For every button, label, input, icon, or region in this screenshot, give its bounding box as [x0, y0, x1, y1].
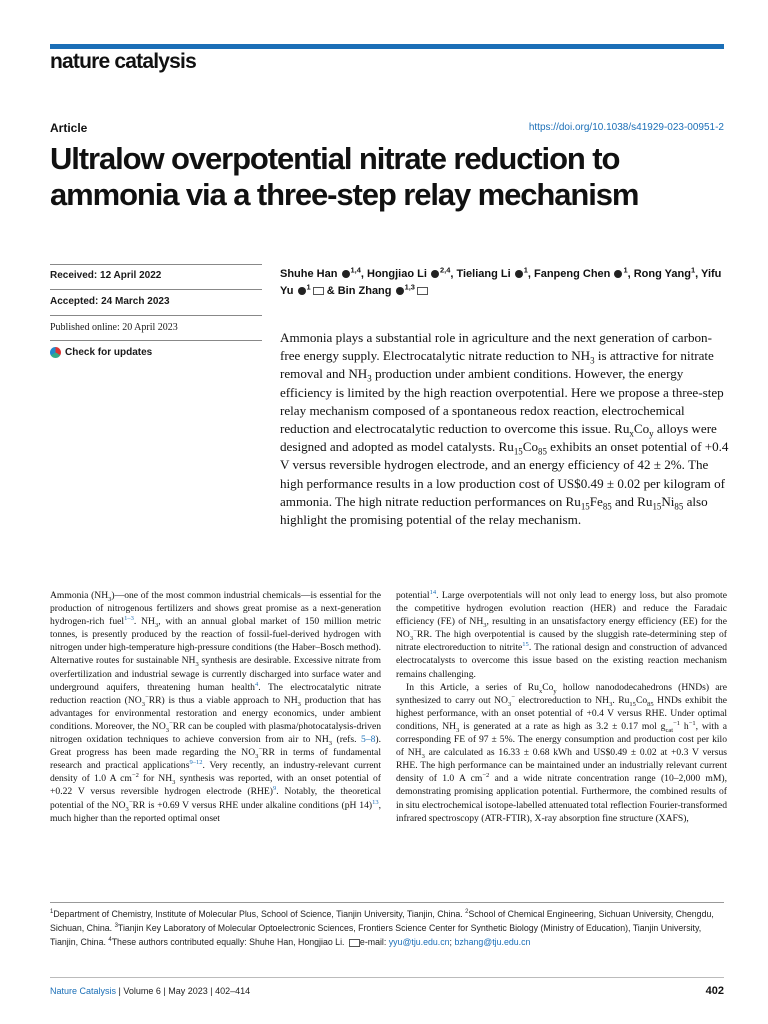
orcid-icon[interactable] — [431, 270, 439, 278]
received-date: Received: 12 April 2022 — [50, 270, 162, 281]
orcid-icon[interactable] — [515, 270, 523, 278]
header-accent-bar — [50, 44, 724, 49]
body-paragraph: Ammonia $(NH_3)—one$ of the most common industrial chemicals—is essential for the production of nitrogenous fertilizers and shows great promise as a next-generation hydrogen-rich fuel$^{1-3}$. $NH_3$, with an annual global market of 150 million metric tonnes, is presently produced by the reaction of fossil-fuel-derived hydrogen with nitrogen under high-temperature high-pressure conditions (the Haber–Bosch method). Alternative routes for sustainable $NH_3$ synthesis are desirable. Excessive nitrate from overfertilization and industrial sewage is currently discharged into surface water and underground aquifers, threatening human health$^4$. The electrocatalytic nitrate reduction reaction $(NO_3^-RR)$ is thus a viable approach to $NH_3$ production that has advantages for environmental restoration and energy economics, under ambient conditions. Moreover, the $NO_3^-RR$ can be coupled with plasma/photocatalysis-driven nitrogen oxidation techniques to achieve conversion from air to $NH_3$ (refs. 5–8). Great progress has been made regarding the $NO_3^-RR$ in terms of fundamental research and practical applications$^{9-12}$. Very recently, an industry-relevant current density of 1.0 A $cm^{-2}$ for $NH_3$ synthesis was reported, with an onset potential of +0.22 V versus reversible hydrogen electrode (RHE)$^9$. Notably, the theoretical potential of the $NO_3^-RR$ is +0.69 V versus RHE under alkaline conditions (pH 14)$^{13}$, much higher than the reported optimal onset — [50, 590, 382, 824]
footer-divider — [50, 977, 724, 978]
footnote-divider — [50, 902, 724, 903]
body-column-left — [50, 589, 381, 825]
page-number: 402 — [705, 985, 724, 997]
divider — [50, 340, 262, 341]
article-type: Article — [50, 121, 88, 135]
abstract: Ammonia plays a substantial role in agriculture and the next generation of carbon-free energy supply. Electrocatalytic nitrate reduction to $NH_3$ is attractive for nitrate removal and $NH_3$ production under ambient conditions. However, the energy efficiency is limited by the high reaction overpotential. Here we propose a three-step relay mechanism composed of a spontaneous redox reaction, electrochemical reduction and electrocatalytic reduction to overcome this issue. $Ru_xCo_y$ alloys were designed and adopted as model catalysts. $Ru_{15}Co_{85}$ exhibits an onset potential of +0.4 V versus reversible hydrogen electrode, and an energy efficiency of 42 ± 2%. The high performance results in a low production cost of US$0.49 ± 0.02 per kilogram of ammonia. The high nitrate reduction performances on $Ru_{15}Fe_{85}$ and $Ru_{15}Ni_{85}$ also highlight the promising potential of the relay mechanism. — [280, 330, 729, 528]
orcid-icon[interactable] — [614, 270, 622, 278]
mail-icon — [349, 939, 360, 947]
divider — [50, 289, 262, 290]
journal-logo[interactable]: nature catalysis — [50, 50, 196, 73]
orcid-icon[interactable] — [396, 287, 404, 295]
author-list: Shuhe Han $^{1,4}$, Hongjiao Li $^{2,4}$, Tieliang Li $^1$, Fanpeng Chen $^1$, Rong Yang$^1$, Yifu Yu $^1$ & Bin Zhang $^{1,3}$ — [280, 265, 722, 297]
mail-icon[interactable] — [417, 287, 428, 295]
affiliations-footnote: $^1$Department of Chemistry, Institute of Molecular Plus, School of Science, Tianjin University, Tianjin, China. $^2$School of Chemical Engineering, Sichuan University, Chengdu, Sichuan, China. $^3$Tianjin Key Laboratory of Molecular Optoelectronic Sciences, Frontiers Science Center for Synthetic Biology (Ministry of Education), Tianjin University, Tianjin, China. $^4$These authors contributed equally: Shuhe Han, Hongjiao Li. e-mail: yyu@tju.edu.cn; bzhang@tju.edu.cn — [50, 909, 714, 947]
divider — [50, 264, 262, 265]
check-updates-icon — [50, 347, 61, 358]
check-for-updates-button[interactable] — [50, 347, 262, 358]
mail-icon[interactable] — [313, 287, 324, 295]
footer-citation — [50, 986, 250, 996]
body-paragraph: potential$^{14}$. Large overpotentials will not only lead to energy loss, but also promote the competitive hydrogen evolution reaction (HER) and reduce the Faradaic efficiency (FE) of $NH_3$, resulting in an unsatisfactory energy efficiency (EE) for the $NO_3^-RR$. The high overpotential is caused by the sluggish rate-determining step of nitrate electroreduction to nitrite$^{15}$. The rational design and construction of advanced electrocatalysts to overcome this issue based on the existing reaction mechanism remains challenging. — [396, 588, 727, 680]
orcid-icon[interactable] — [342, 270, 350, 278]
body-paragraph: In this Article, a series of $Ru_xCo_y$ hollow nanododecahedrons (HNDs) are synthesized to carry out $NO_3^-$ electroreduction to $NH_3$. $Ru_{15}Co_{85}$ HNDs exhibit the highest performance, with an onset potential of +0.4 V versus RHE. Under optimal conditions, $NH_3$ is generated at a rate as high as 3.2 ± 0.17 mol $g_{cat}^{-1}$ $h^{-1}$, with a corresponding FE of 97 ± 5%. The energy consumption and production cost per kilo of $NH_3$ are calculated as 16.33 ± 0.68 kWh and US$0.49 ± 0.02 at +0.3 V versus RHE. The high performance can be maintained under an industrially relevant current density of 1.0 A $cm^{-2}$ and a wide nitrate concentration range (10–2,000 mM), demonstrating promising application potential. Furthermore, the combined results of in situ electrochemical isotope-labelled attenuated total reflection Fourier-transformed infrared spectroscopy (ATR-FTIR), X-ray absorption fine structure (XAFS), — [396, 681, 727, 824]
article-title: Ultralow overpotential nitrate reduction to ammonia via a three-step relay mechanism — [50, 141, 639, 212]
check-updates-label: Check for updates — [65, 347, 153, 358]
footer-issue: | Volume 6 | May 2023 | 402–414 — [116, 986, 251, 996]
accepted-date: Accepted: 24 March 2023 — [50, 296, 170, 307]
body-column-right — [396, 589, 727, 825]
footer-journal-link[interactable]: Nature Catalysis — [50, 986, 117, 996]
published-date: Published online: 20 April 2023 — [50, 322, 178, 333]
divider — [50, 315, 262, 316]
doi-link[interactable]: https://doi.org/10.1038/s41929-023-00951-2 — [528, 122, 724, 133]
orcid-icon[interactable] — [298, 287, 306, 295]
